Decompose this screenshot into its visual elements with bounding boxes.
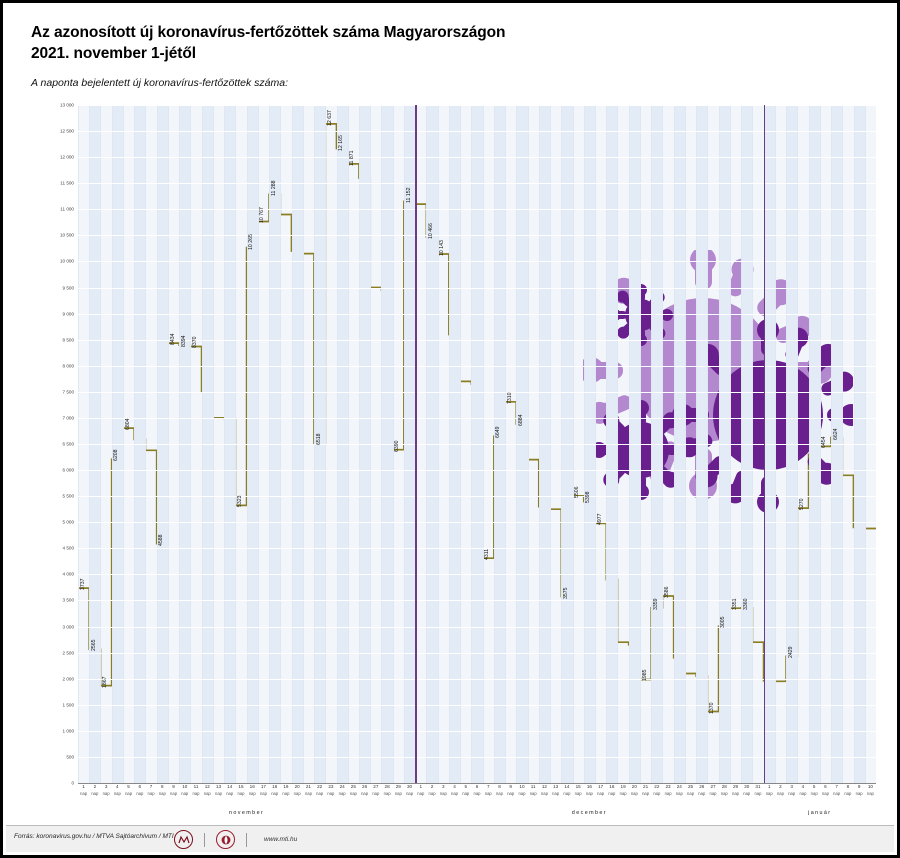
y-axis-tick-label: 5 500: [62, 493, 74, 499]
mti-url[interactable]: www.mti.hu: [264, 836, 298, 843]
x-axis-tick-label: 9 nap: [507, 784, 515, 796]
y-axis-tick-label: 3 500: [62, 597, 74, 603]
x-axis-tick-label: 8 nap: [495, 784, 503, 796]
data-point-label: 6208: [113, 449, 120, 462]
footer-bar: [6, 825, 894, 852]
gridline-horizontal: [78, 392, 876, 393]
x-axis-tick-label: 3 nap: [788, 784, 796, 796]
data-point-label: 3359: [652, 598, 659, 610]
data-point-label: 8434: [169, 333, 176, 346]
y-axis-tick-label: 6 500: [62, 441, 74, 447]
data-point-label: 1985: [641, 669, 648, 682]
gridline-horizontal: [78, 522, 876, 523]
data-point-label: 11 152: [405, 187, 412, 204]
x-axis-tick-label: 19 nap: [619, 784, 627, 796]
x-axis-tick-label: 15 nap: [237, 784, 245, 796]
gridline-horizontal: [78, 574, 876, 575]
y-axis-tick-label: 2 500: [62, 650, 74, 656]
data-point-label: 8394: [180, 335, 187, 348]
x-axis-tick-label: 22 nap: [653, 784, 661, 796]
x-axis-tick-label: 9 nap: [855, 784, 863, 796]
gridline-horizontal: [78, 131, 876, 132]
data-point-label: 2429: [787, 646, 794, 659]
month-label: november: [228, 810, 265, 816]
y-axis-tick-label: 3 000: [62, 624, 74, 630]
gridline-horizontal: [78, 757, 876, 758]
y-axis-tick-label: 12 500: [59, 128, 74, 134]
x-axis-tick-label: 25 nap: [349, 784, 357, 796]
month-separator: [415, 105, 416, 783]
data-point-label: 3737: [79, 578, 86, 591]
x-axis-tick-label: 18 nap: [608, 784, 616, 796]
x-axis-tick-label: 6 nap: [473, 784, 481, 796]
x-axis-tick-label: 13 nap: [214, 784, 222, 796]
x-axis-tick-label: 21 nap: [304, 784, 312, 796]
data-point-label: 11 871: [349, 150, 356, 166]
x-axis-tick-label: 9 nap: [170, 784, 178, 796]
x-axis-tick-label: 28 nap: [383, 784, 391, 796]
gridline-horizontal: [78, 470, 876, 471]
data-point-label: 3575: [562, 587, 569, 599]
y-axis-tick-label: 13 000: [59, 102, 74, 108]
gridline-horizontal: [78, 366, 876, 367]
y-axis-tick-label: 1 000: [62, 728, 74, 734]
data-point-label: 6454: [821, 436, 828, 449]
x-axis-tick-label: 4 nap: [113, 784, 121, 796]
data-point-label: 10 265: [248, 233, 255, 250]
data-point-label: 6390: [394, 440, 401, 452]
x-axis-tick-label: 6 nap: [136, 784, 144, 796]
y-axis-tick-label: 500: [66, 754, 74, 760]
y-axis-tick-label: 12 000: [59, 154, 74, 160]
y-axis-tick-label: 2 000: [62, 676, 74, 682]
y-axis-tick-label: 7 000: [62, 415, 74, 421]
x-axis-tick-label: 14 nap: [563, 784, 571, 796]
gridline-horizontal: [78, 288, 876, 289]
x-axis-tick-label: 3 nap: [439, 784, 447, 796]
x-axis-tick-label: 30 nap: [743, 784, 751, 796]
gridline-horizontal: [78, 261, 876, 262]
y-axis-tick-label: 7 500: [62, 389, 74, 395]
gridline-horizontal: [78, 235, 876, 236]
gridline-horizontal: [78, 627, 876, 628]
x-axis-tick-label: 12 nap: [203, 784, 211, 796]
x-axis-tick-label: 7 nap: [147, 784, 155, 796]
y-axis: [30, 102, 76, 786]
x-axis-tick-label: 5 nap: [125, 784, 133, 796]
mtva-logo-icon: [174, 830, 193, 849]
x-axis-tick-label: 20 nap: [630, 784, 638, 796]
mti-logo-icon: [216, 830, 235, 849]
x-axis-tick-label: 3 nap: [102, 784, 110, 796]
data-point-label: 3360: [742, 598, 749, 610]
x-axis-tick-label: 27 nap: [372, 784, 380, 796]
data-point-label: 3586: [664, 586, 671, 598]
gridline-horizontal: [78, 183, 876, 184]
data-point-label: 4588: [158, 534, 165, 546]
data-point-label: 10 767: [259, 207, 266, 224]
x-axis-tick-label: 11 nap: [192, 784, 200, 796]
data-point-label: 3351: [731, 598, 738, 611]
x-axis-tick-label: 7 nap: [833, 784, 841, 796]
data-point-label: 11 288: [270, 180, 277, 197]
x-axis-tick-label: 2 nap: [428, 784, 436, 796]
data-point-label: 6518: [315, 433, 322, 446]
data-point-label: 5323: [236, 495, 243, 508]
x-axis-tick-label: 8 nap: [844, 784, 852, 796]
logo-group: [174, 830, 297, 849]
data-point-label: 6884: [517, 414, 524, 426]
x-axis: [78, 784, 876, 824]
data-point-label: 10 466: [428, 223, 435, 240]
x-axis-tick-label: 10 nap: [866, 784, 874, 796]
x-axis-tick-label: 12 nap: [540, 784, 548, 796]
x-axis-tick-label: 17 nap: [597, 784, 605, 796]
x-axis-tick-label: 1 nap: [417, 784, 425, 796]
x-axis-tick-label: 10 nap: [518, 784, 526, 796]
gridline-horizontal: [78, 548, 876, 549]
data-point-label: 1370: [709, 702, 716, 714]
x-axis-tick-label: 15 nap: [574, 784, 582, 796]
x-axis-tick-label: 29 nap: [394, 784, 402, 796]
x-axis-tick-label: 21 nap: [642, 784, 650, 796]
x-axis-tick-label: 22 nap: [316, 784, 324, 796]
x-axis-tick-label: 8 nap: [158, 784, 166, 796]
x-axis-tick-label: 20 nap: [293, 784, 301, 796]
x-axis-tick-label: 23 nap: [327, 784, 335, 796]
x-axis-tick-label: 24 nap: [338, 784, 346, 796]
data-point-label: 12 637: [326, 110, 333, 126]
month-label: január: [808, 810, 832, 816]
data-point-label: 6649: [495, 426, 502, 439]
gridline-horizontal: [78, 105, 876, 106]
source-credit: Forrás: koronavirus.gov.hu / MTVA Sajtóarchívum / MTI: [14, 833, 174, 840]
x-axis-tick-label: 7 nap: [484, 784, 492, 796]
y-axis-tick-label: 1 500: [62, 702, 74, 708]
chart-plot-area: [30, 102, 876, 816]
x-axis-tick-label: 1 nap: [765, 784, 773, 796]
chart-subtitle: A naponta bejelentett új koronavírus-fertőzöttek száma:: [31, 77, 289, 89]
y-axis-tick-label: 8 000: [62, 363, 74, 369]
data-point-label: 6624: [832, 427, 839, 440]
data-point-label: 1867: [102, 676, 109, 688]
x-axis-tick-label: 19 nap: [282, 784, 290, 796]
y-axis-tick-label: 5 000: [62, 519, 74, 525]
x-axis-tick-label: 16 nap: [248, 784, 256, 796]
gridline-horizontal: [78, 731, 876, 732]
data-point-label: 5398: [585, 491, 592, 504]
gridline-horizontal: [78, 600, 876, 601]
y-axis-tick-label: 11 500: [60, 180, 74, 186]
divider: [246, 833, 247, 847]
x-axis-tick-label: 26 nap: [698, 784, 706, 796]
x-axis-tick-label: 29 nap: [732, 784, 739, 796]
data-point-label: 4977: [596, 513, 603, 526]
data-point-label: 5506: [574, 486, 581, 498]
x-axis-tick-label: 25 nap: [687, 784, 695, 796]
y-axis-tick-label: 11 000: [60, 206, 74, 212]
y-axis-tick-label: 10 500: [59, 232, 74, 238]
month-label: december: [571, 810, 607, 816]
x-axis-tick-label: 11 nap: [529, 784, 537, 796]
x-axis-tick-label: 18 nap: [271, 784, 279, 796]
data-point-label: 4311: [484, 549, 491, 561]
gridline-horizontal: [78, 418, 876, 419]
y-axis-tick-label: 4 000: [62, 571, 74, 577]
data-point-label: 12 165: [338, 134, 345, 151]
gridline-horizontal: [78, 209, 876, 210]
gridline-horizontal: [78, 705, 876, 706]
x-axis-tick-label: 4 nap: [451, 784, 459, 796]
page-title: Az azonosított új koronavírus-fertőzöttek száma Magyarországon 2021. november 1-jétől: [31, 24, 506, 62]
x-axis-tick-label: 14 nap: [226, 784, 234, 796]
x-axis-tick-label: 2 nap: [776, 784, 784, 796]
y-axis-tick-label: 0: [71, 780, 74, 786]
y-axis-tick-label: 9 000: [62, 311, 74, 317]
x-axis-tick-label: 31 nap: [754, 784, 762, 796]
data-point-label: 10 143: [439, 240, 446, 256]
divider: [204, 833, 205, 847]
y-axis-tick-label: 8 500: [62, 337, 74, 343]
x-axis-tick-label: 23 nap: [664, 784, 672, 796]
gridline-horizontal: [78, 157, 876, 158]
x-axis-tick-label: 10 nap: [181, 784, 189, 796]
data-point-label: 8370: [192, 336, 198, 349]
gridline-horizontal: [78, 679, 876, 680]
gridline-horizontal: [78, 496, 876, 497]
x-axis-tick-label: 16 nap: [585, 784, 593, 796]
x-axis-tick-label: 4 nap: [799, 784, 807, 796]
month-separator: [764, 105, 765, 783]
y-axis-tick-label: 6 000: [62, 467, 74, 473]
y-axis-tick-label: 9 500: [62, 285, 74, 291]
x-axis-tick-label: 13 nap: [552, 784, 560, 796]
x-axis-tick-label: 26 nap: [361, 784, 369, 796]
data-point-label: 3005: [720, 616, 727, 629]
x-axis-tick-label: 24 nap: [675, 784, 683, 796]
gridline-horizontal: [78, 444, 876, 445]
x-axis-tick-label: 28 nap: [720, 784, 728, 796]
x-axis-tick-label: 5 nap: [810, 784, 818, 796]
x-axis-tick-label: 17 nap: [259, 784, 267, 796]
x-axis-tick-label: 30 nap: [406, 784, 414, 796]
plot-canvas: [78, 105, 876, 783]
x-axis-tick-label: 1 nap: [80, 784, 88, 796]
x-axis-tick-label: 27 nap: [709, 784, 717, 796]
y-axis-tick-label: 4 500: [62, 545, 74, 551]
data-point-label: 7310: [506, 392, 513, 404]
gridline-horizontal: [78, 653, 876, 654]
data-point-label: 2565: [90, 639, 97, 652]
x-axis-tick-label: 2 nap: [91, 784, 99, 796]
y-axis-tick-label: 10 000: [59, 258, 74, 264]
gridline-horizontal: [78, 314, 876, 315]
data-point-label: 5270: [798, 498, 805, 511]
x-axis-tick-label: 5 nap: [462, 784, 470, 796]
x-axis-tick-label: 6 nap: [821, 784, 829, 796]
data-point-label: 6804: [124, 418, 131, 431]
